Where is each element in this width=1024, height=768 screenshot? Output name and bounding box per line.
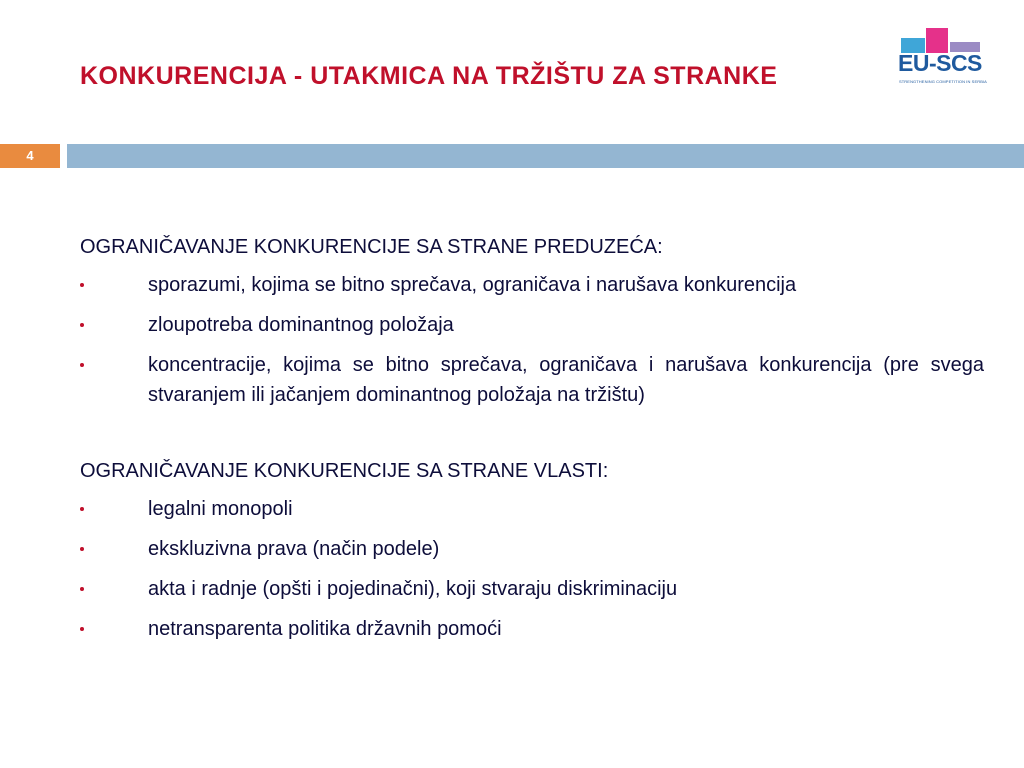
list-item: [80, 350, 984, 410]
list-item-text: zloupotreba dominantnog položaja: [148, 314, 454, 336]
bullet-icon: [80, 574, 84, 604]
list-item: [80, 574, 984, 604]
logo-tagline: STRENGTHENING COMPETITION IN SERBIA: [899, 79, 987, 84]
eu-scs-logo: [898, 28, 987, 88]
bullet-icon: [80, 350, 84, 380]
list-item: [80, 310, 984, 340]
bullet-icon: [80, 310, 84, 340]
bullet-icon: [80, 270, 84, 300]
list-item-text: netransparenta politika državnih pomoći: [148, 618, 502, 640]
section-heading-authorities: OGRANIČAVANJE KONKURENCIJE SA STRANE VLASTI:: [80, 460, 609, 482]
slide-content: [80, 232, 984, 654]
list-item-text: ekskluzivna prava (način podele): [148, 538, 440, 560]
list-item: [80, 270, 984, 300]
list-item: [80, 614, 984, 644]
list-item-text: sporazumi, kojima se bitno sprečava, ograničava i narušava konkurencija: [148, 274, 797, 296]
bullet-icon: [80, 614, 84, 644]
list-item-text: koncentracije, kojima se bitno sprečava, ograničava i narušava konkurencija (pre svega stvaranjem ili jačanjem dominantnog položaja na tržištu): [148, 354, 984, 406]
list-item: [80, 494, 984, 524]
slide-title: KONKURENCIJA - UTAKMICA NA TRŽIŠTU ZA STRANKE: [80, 62, 778, 90]
bullet-icon: [80, 494, 84, 524]
bullet-icon: [80, 534, 84, 564]
list-item: [80, 534, 984, 564]
list-item-text: legalni monopoli: [148, 498, 293, 520]
header-divider-bar: [67, 144, 1024, 168]
page-number: 4: [26, 148, 34, 163]
list-item-text: akta i radnje (opšti i pojedinačni), koji stvaraju diskriminaciju: [148, 578, 678, 600]
logo-text: EU-SCS: [898, 50, 982, 76]
section-heading-companies: OGRANIČAVANJE KONKURENCIJE SA STRANE PREDUZEĆA:: [80, 236, 663, 258]
